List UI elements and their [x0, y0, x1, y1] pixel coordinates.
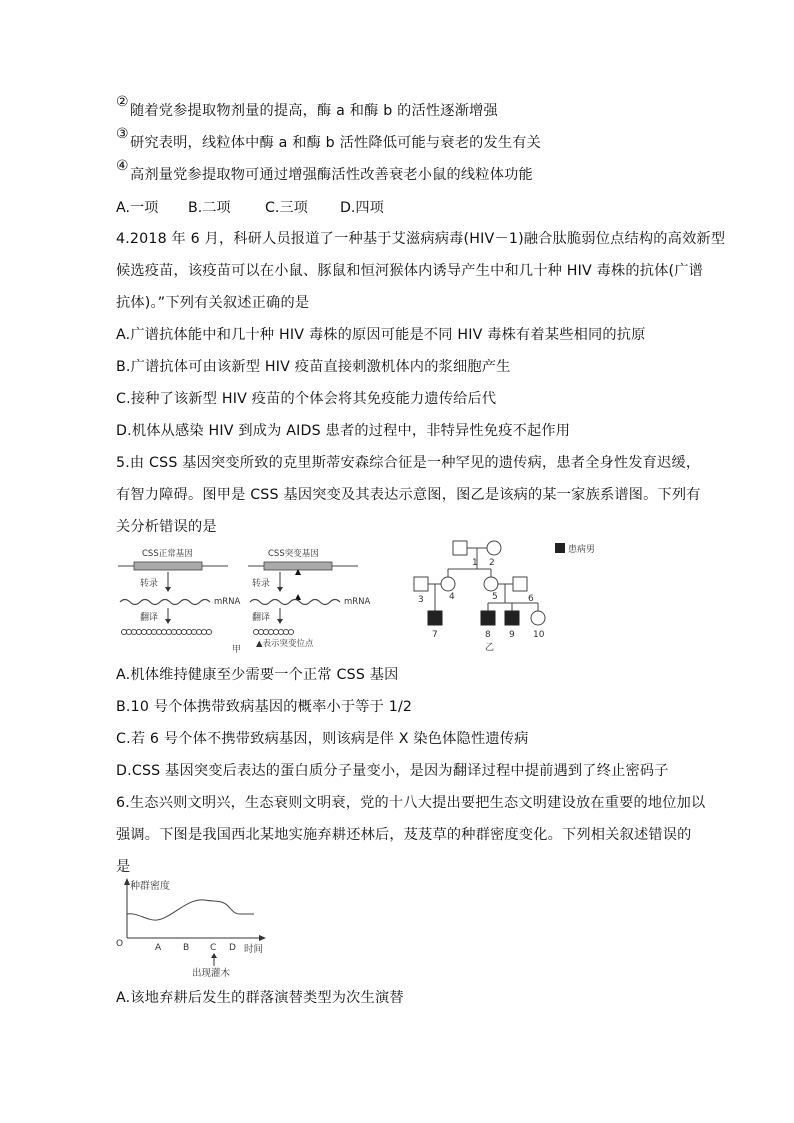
pedigree-individual-4: [441, 577, 455, 591]
pedigree-individual-5: [484, 577, 498, 591]
q5-option-c: C.若 6 号个体不携带致病基因，则该病是伴 X 染色体隐性遗传病: [116, 731, 529, 747]
pedigree-individual-6: [513, 577, 527, 591]
q4-stem-line-3: 抗体)。”下列有关叙述正确的是: [116, 295, 310, 311]
tick-b: B: [183, 943, 190, 953]
mrna-wave-2: [250, 600, 340, 605]
statement-3-mark: ③: [116, 126, 129, 142]
pedigree-id-9: 9: [509, 630, 515, 640]
pedigree-individual-3: [414, 577, 428, 591]
transcribe-label-2: 转录: [252, 579, 271, 589]
q6-stem-line-3: 是: [116, 859, 131, 875]
statement-2: 随着党参提取物剂量的提高，酶 a 和酶 b 的活性逐渐增强: [130, 103, 498, 119]
pedigree-id-3: 3: [418, 595, 424, 605]
pedigree-id-2: 2: [489, 558, 495, 568]
pedigree-individual-7: [428, 611, 442, 625]
q6-option-a: A.该地弃耕后发生的群落演替类型为次生演替: [116, 990, 404, 1006]
q4-option-a: A.广谱抗体能中和几十种 HIV 毒株的原因可能是不同 HIV 毒株有着某些相同的抗原: [116, 327, 646, 343]
translate-label-2: 翻译: [252, 613, 271, 623]
q3-option-c: C.三项: [265, 200, 308, 216]
q5-option-d: D.CSS 基因突变后表达的蛋白质分子量变小，是因为翻译过程中提前遇到了终止密码子: [116, 763, 669, 779]
pedigree-id-1: 1: [472, 558, 478, 568]
pedigree-individual-9: [505, 611, 519, 625]
figure-yi-label: 乙: [485, 643, 495, 653]
q5-stem-line-2: 有智力障碍。图甲是 CSS 基因突变及其表达示意图，图乙是该病的某一家族系谱图。下列有: [116, 487, 701, 503]
normal-gene-label: CSS正常基因: [142, 549, 193, 559]
q3-option-a: A.一项: [116, 200, 159, 216]
pedigree-id-4: 4: [449, 592, 455, 602]
mutation-note: ▲表示突变位点: [256, 639, 314, 649]
q5-stem-line-1: 5.由 CSS 基因突变所致的克里斯蒂安森综合征是一种罕见的遗传病，患者全身性发育迟缓，: [116, 455, 701, 471]
statement-4: 高剂量党参提取物可通过增强酶活性改善衰老小鼠的线粒体功能: [130, 167, 533, 183]
density-curve: [127, 900, 254, 920]
q4-stem-line-2: 候选疫苗，该疫苗可以在小鼠、豚鼠和恒河猴体内诱导产生中和几十种 HIV 毒株的抗体(广谱: [116, 263, 704, 279]
legend-affected-male-icon: [555, 543, 565, 553]
figure-yi-pedigree: [405, 535, 605, 655]
origin-label: O: [116, 939, 124, 949]
mrna-wave-1: [120, 600, 210, 605]
pedigree-individual-8: [481, 611, 495, 625]
q5-stem-line-3: 关分析错误的是: [116, 519, 217, 535]
mrna-label-2: mRNA: [344, 597, 371, 607]
q4-option-b: B.广谱抗体可由该新型 HIV 疫苗直接刺激机体内的浆细胞产生: [116, 359, 511, 375]
tick-a: A: [155, 943, 162, 953]
pedigree-id-5: 5: [492, 592, 498, 602]
tick-c: C: [210, 943, 217, 953]
q3-option-d: D.四项: [340, 200, 384, 216]
pedigree-id-8: 8: [485, 630, 491, 640]
q3-option-b: B.二项: [188, 200, 231, 216]
shrub-note: 出现灌木: [192, 968, 231, 979]
figure-population-density: [112, 876, 292, 981]
translate-label-1: 翻译: [140, 613, 159, 623]
q6-stem-line-2: 强调。下图是我国西北某地实施弃耕还林后，芨芨草的种群密度变化。下列相关叙述错误的: [116, 827, 692, 843]
statement-4-mark: ④: [116, 158, 129, 174]
q5-option-a: A.机体维持健康至少需要一个正常 CSS 基因: [116, 667, 399, 683]
mutant-gene-bar: [264, 562, 332, 570]
pedigree-id-10: 10: [533, 630, 545, 640]
q5-option-b: B.10 号个体携带致病基因的概率小于等于 1/2: [116, 699, 413, 715]
legend-affected-male: 患病男: [568, 545, 596, 555]
figure-jia: [110, 540, 410, 655]
statement-2-mark: ②: [116, 94, 129, 110]
protein-chain-1: [121, 629, 211, 634]
pedigree-id-7: 7: [432, 630, 438, 640]
pedigree-individual-10: [531, 611, 545, 625]
q4-option-c: C.接种了该新型 HIV 疫苗的个体会将其免疫能力遗传给后代: [116, 391, 497, 407]
figure-jia-label: 甲: [232, 645, 242, 655]
protein-chain-2: [253, 629, 293, 634]
pedigree-individual-1: [453, 541, 467, 555]
transcribe-label-1: 转录: [140, 579, 159, 589]
statement-3: 研究表明，线粒体中酶 a 和酶 b 活性降低可能与衰老的发生有关: [130, 135, 542, 151]
x-axis-label: 时间: [244, 944, 264, 955]
pedigree-individual-2: [487, 541, 501, 555]
normal-gene-bar: [134, 562, 202, 570]
tick-d: D: [229, 943, 236, 953]
mutant-gene-label: CSS突变基因: [268, 549, 319, 559]
mrna-label-1: mRNA: [214, 597, 241, 607]
q4-option-d: D.机体从感染 HIV 到成为 AIDS 患者的过程中，非特异性免疫不起作用: [116, 423, 571, 439]
q4-stem-line-1: 4.2018 年 6 月，科研人员报道了一种基于艾滋病病毒(HIV－1)融合肽脆弱位点结构的高效新型: [116, 231, 726, 247]
q6-stem-line-1: 6.生态兴则文明兴，生态衰则文明衰，党的十八大提出要把生态文明建设放在重要的地位加以: [116, 795, 706, 811]
y-axis-label: 种群密度: [130, 881, 170, 892]
pedigree-id-6: 6: [528, 594, 534, 604]
